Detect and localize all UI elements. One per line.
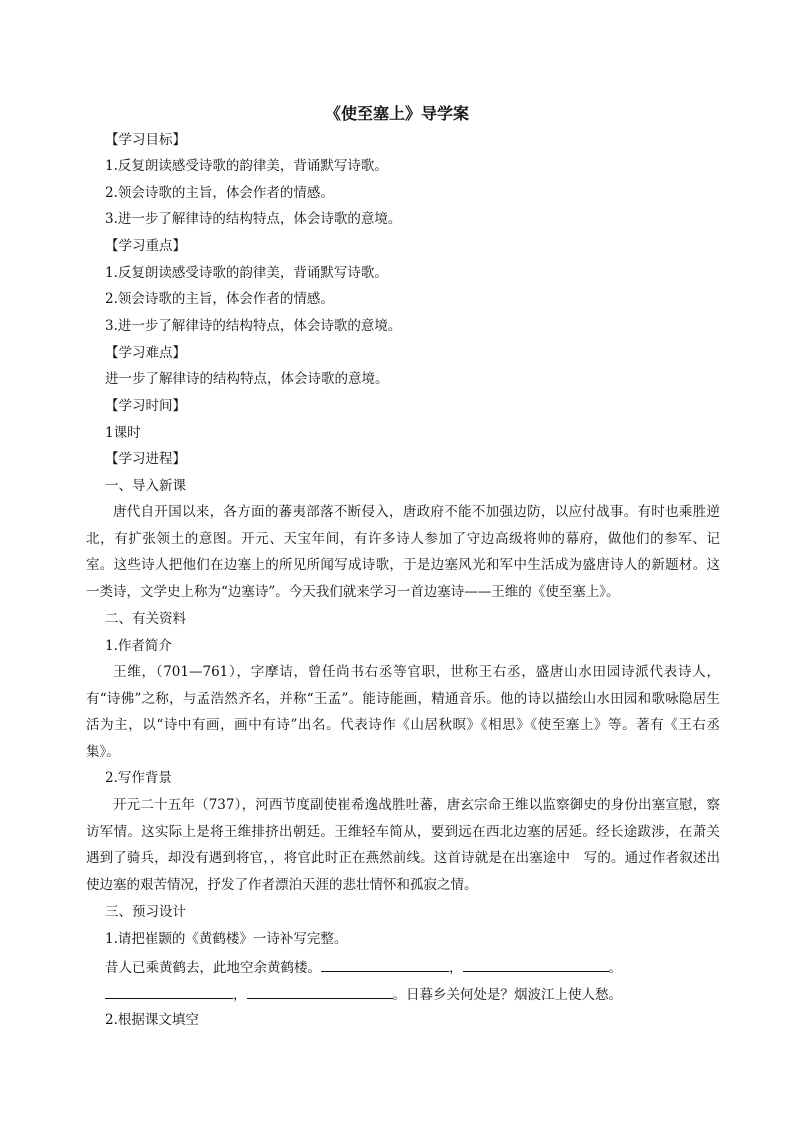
part2-title: 二、有关资料 <box>105 611 186 627</box>
blank-separator: ， <box>233 987 247 1003</box>
difficulty-text: 进一步了解律诗的结构特点，体会诗歌的意境。 <box>105 371 389 387</box>
time-header: 【学习时间】 <box>105 398 186 414</box>
objectives-header: 【学习目标】 <box>105 132 186 148</box>
part1-title: 一、导入新课 <box>105 478 186 494</box>
background-paragraph: 开元二十五年（737），河西节度副使崔希逸战胜吐蕃，唐玄宗命王维以监察御史的身份出塞宣慰，察访军情。这实际上是将王维排挤出朝廷。王维轻车简从，要到远在西北边塞的居延。经长途跋涉，在萧关遇到了骑兵，却没有遇到将官，，将官此时正在燕然前线。这首诗就是在出塞途中 写的。通过作者叙述出使边塞的艰苦情况，抒发了作者漂泊天涯的悲壮情怀和孤寂之情。 <box>86 797 720 893</box>
part1-paragraph: 唐代自开国以来，各方面的蕃夷部落不断侵入，唐政府不能不加强边防，以应付战事。有时也乘胜逆北，有扩张领土的意图。开元、天宝年间，有许多诗人参加了守边高级将帅的幕府，做他们的参军、记室。这些诗人把他们在边塞上的所见所闻写成诗歌，于是边塞风光和军中生活成为盛唐诗人的新题材。这一类诗，文学史上称为“边塞诗”。今天我们就来学习一首边塞诗——王维的《使至塞上》。 <box>86 504 720 600</box>
author-paragraph: 王维，（701—761），字摩诘，曾任尚书右丞等官职，世称王右丞，盛唐山水田园诗派代表诗人，有“诗佛”之称，与孟浩然齐名，并称“王孟”。能诗能画，精通音乐。他的诗以描绘山水田园和歌咏隐居生活为主，以“诗中有画，画中有诗”出名。代表诗作《山居秋暝》《相思》《使至塞上》等。著有《王右丞集》。 <box>86 664 720 760</box>
author-header: 1.作者简介 <box>105 638 172 654</box>
key-point-item: 1.反复朗读感受诗歌的韵律美，背诵默写诗歌。 <box>105 265 388 281</box>
answer-blank[interactable] <box>105 984 233 999</box>
objective-item: 1.反复朗读感受诗歌的韵律美，背诵默写诗歌。 <box>105 158 388 174</box>
answer-blank[interactable] <box>321 957 449 972</box>
blank-separator: ， <box>449 960 463 976</box>
key-point-item: 3.进一步了解律诗的结构特点，体会诗歌的意境。 <box>105 318 402 334</box>
key-point-item: 2.领会诗歌的主旨，体会作者的情感。 <box>105 291 334 307</box>
question-2: 2.根据课文填空 <box>105 1012 199 1028</box>
blank-end: 。 <box>608 960 622 976</box>
poem-line-2-text: 。日暮乡关何处是？烟波江上使人愁。 <box>392 987 622 1003</box>
page-title: 《使至塞上》导学案 <box>324 104 469 123</box>
question-1: 1.请把崔颢的《黄鹤楼》一诗补写完整。 <box>105 931 348 947</box>
answer-blank[interactable] <box>463 957 609 972</box>
objective-item: 2.领会诗歌的主旨，体会作者的情感。 <box>105 185 334 201</box>
time-text: 1课时 <box>105 425 141 441</box>
objective-item: 3.进一步了解律诗的结构特点，体会诗歌的意境。 <box>105 211 402 227</box>
background-header: 2.写作背景 <box>105 770 172 786</box>
answer-blank[interactable] <box>247 984 393 999</box>
poem-line-1-text: 昔人已乘黄鹤去，此地空余黄鹤楼。 <box>105 960 321 976</box>
question-1-line-2 <box>105 984 622 1004</box>
process-header: 【学习进程】 <box>105 451 186 467</box>
difficulty-header: 【学习难点】 <box>105 345 186 361</box>
question-1-line-1 <box>105 957 622 977</box>
key-points-header: 【学习重点】 <box>105 238 186 254</box>
part3-title: 三、预习设计 <box>105 904 186 920</box>
